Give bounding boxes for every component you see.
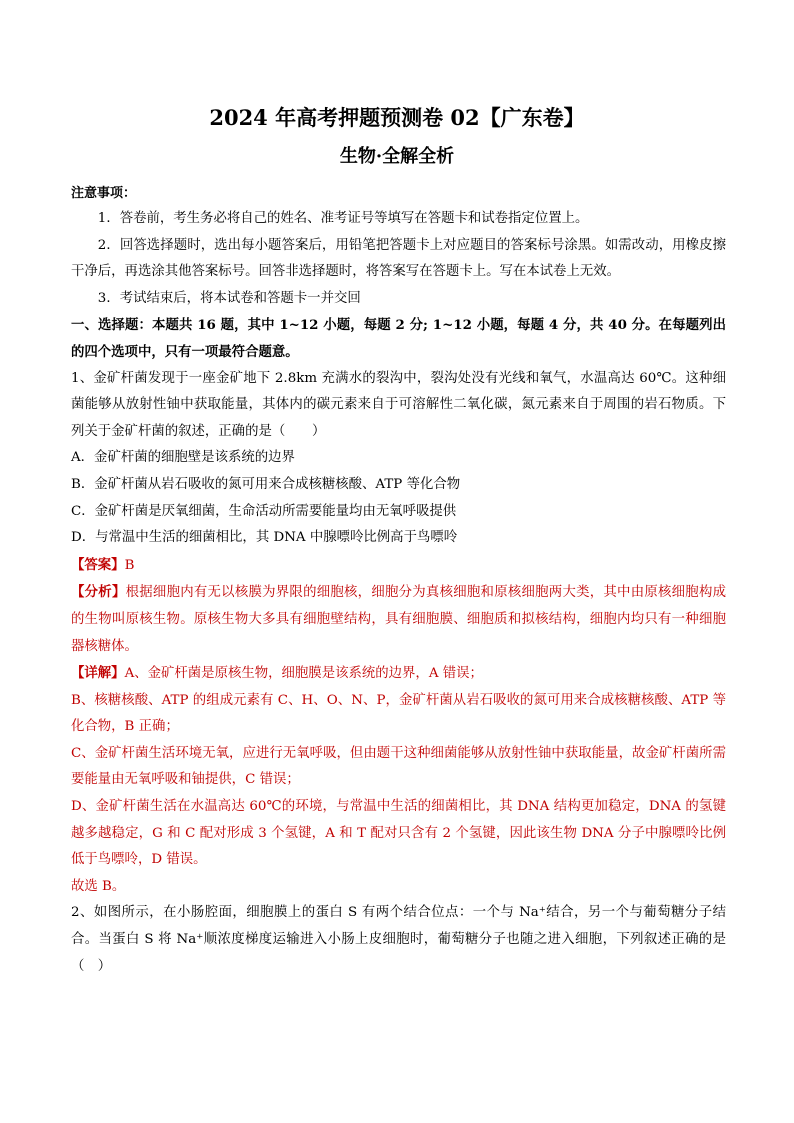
question-1-detail-c: C、金矿杆菌生活环境无氧，应进行无氧呼吸，但由题干这种细菌能够从放射性铀中获取能量，故金矿杆菌所需要能量由无氧呼吸和铀提供，C 错误；	[71, 745, 726, 788]
question-1-option-c: C．金矿杆菌是厌氧细菌，生命活动所需要能量均由无氧呼吸提供	[71, 503, 457, 519]
question-1-conclusion: 故选 B。	[71, 878, 126, 894]
analysis-text: 根据细胞内有无以核膜为界限的细胞核，细胞分为真核细胞和原核细胞两大类，其中由原核细胞构成的生物叫原核生物。原核生物大多具有细胞壁结构，具有细胞膜、细胞质和拟核结构，细胞内均只有一种细胞器核糖体。	[71, 585, 727, 654]
question-1-option-d: D．与常温中生活的细菌相比，其 DNA 中腺嘌呤比例高于鸟嘌呤	[71, 530, 458, 546]
question-1-answer	[71, 552, 726, 580]
notice-heading: 注意事项：	[71, 186, 137, 201]
notice-item-3: 3．考试结束后，将本试卷和答题卡一并交回	[97, 290, 361, 306]
question-1-option-a: A．金矿杆菌的细胞壁是该系统的边界	[71, 450, 295, 466]
notice-item-2: 2．回答选择题时，选出每小题答案后，用铅笔把答题卡上对应题目的答案标号涂黑。如需改动，用橡皮擦干净后，再选涂其他答案标号。回答非选择题时，将答案写在答题卡上。写在本试卷上无效。	[71, 237, 726, 280]
question-1-detail-d: D、金矿杆菌生活在水温高达 60℃的环境，与常温中生活的细菌相比，其 DNA 结构更加稳定，DNA 的氢键越多越稳定，G 和 C 配对形成 3 个氢键，A 和 T 配对只含有 2 个氢键，因此该生物 DNA 分子中腺嘌呤比例低于鸟嘌呤，D 错误。	[71, 799, 726, 868]
question-1-option-b: B．金矿杆菌从岩石吸收的氮可用来合成核糖核酸、ATP 等化合物	[71, 476, 461, 492]
detail-label: 【详解】	[71, 665, 125, 682]
answer-label: 【答案】	[71, 556, 125, 573]
document-body	[71, 182, 726, 980]
question-1-analysis	[71, 579, 726, 660]
analysis-label: 【分析】	[71, 584, 126, 601]
section-heading: 一、选择题：本题共 16 题，其中 1~12 小题，每题 2 分; 1~12 小题，每题 4 分，共 40 分。在每题列出的四个选项中，只有一项最符合题意。	[71, 317, 726, 360]
detail-a-text: A、金矿杆菌是原核生物，细胞膜是该系统的边界，A 错误；	[124, 666, 483, 682]
question-1-stem: 1、金矿杆菌发现于一座金矿地下 2.8km 充满水的裂沟中，裂沟处没有光线和氧气，水温高达 60℃。这种细菌能够从放射性铀中获取能量，其体内的碳元素来自于可溶解性二氧化碳，氮元素来自于周围的岩石物质。下列关于金矿杆菌的叙述，正确的是（ ）	[71, 370, 726, 439]
answer-value: B	[124, 557, 135, 573]
question-1-detail-a	[71, 660, 726, 688]
page-subtitle: 生物·全解全析	[339, 146, 455, 167]
question-2-stem: 2、如图所示，在小肠腔面，细胞膜上的蛋白 S 有两个结合位点：一个与 Na⁺结合，另一个与葡萄糖分子结合。当蛋白 S 将 Na⁺顺浓度梯度运输进入小肠上皮细胞时，葡萄糖分子也随之进入细胞，下列叙述正确的是（ ）	[71, 905, 726, 974]
notice-item-1: 1．答卷前，考生务必将自己的姓名、准考证号等填写在答题卡和试卷指定位置上。	[97, 211, 589, 226]
page-title: 2024 年高考押题预测卷 02【广东卷】	[209, 105, 585, 130]
question-1-detail-b: B、核糖核酸、ATP 的组成元素有 C、H、O、N、P，金矿杆菌从岩石吸收的氮可用来合成核糖核酸、ATP 等化合物，B 正确；	[71, 692, 726, 735]
